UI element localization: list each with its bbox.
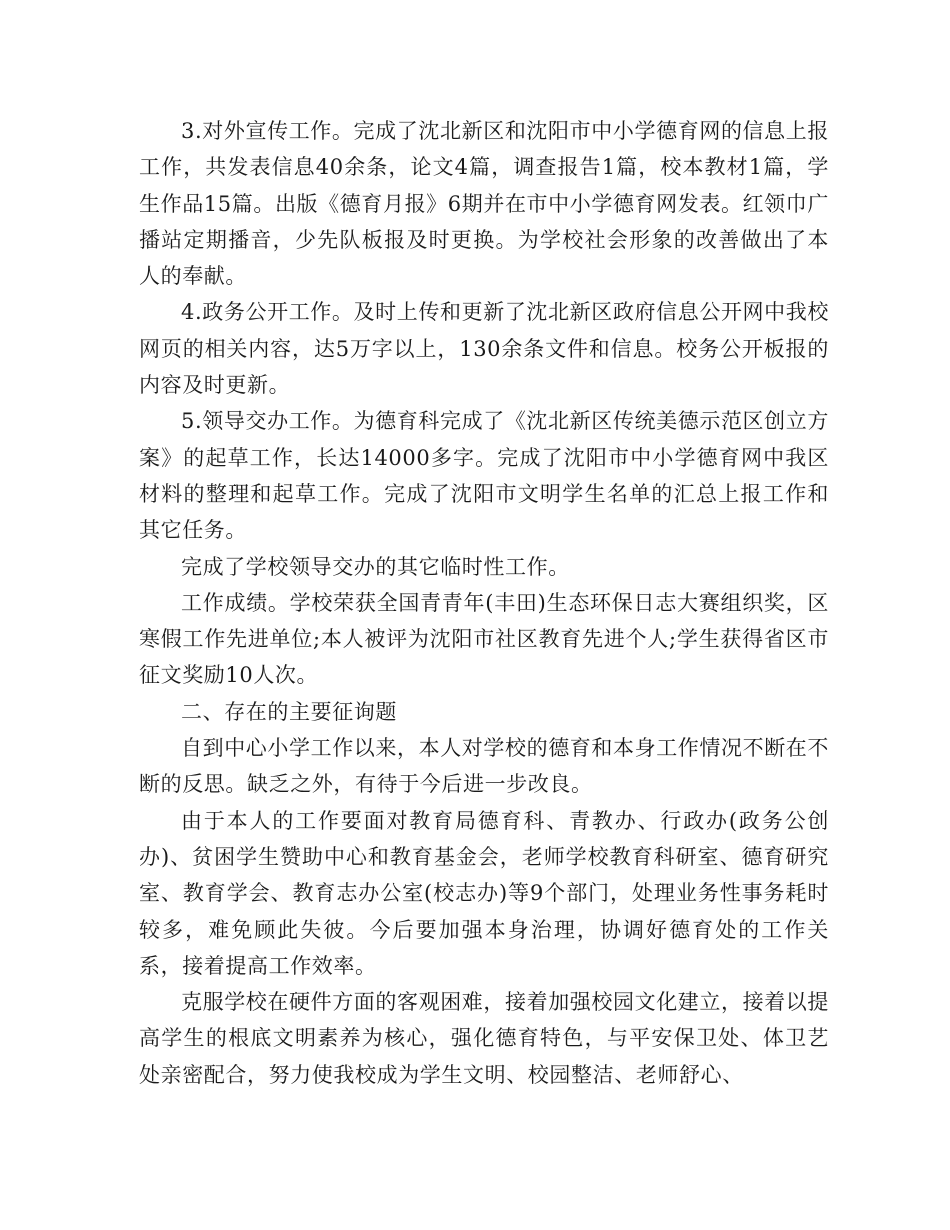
paragraph-publicity-work: 3.对外宣传工作。完成了沈北新区和沈阳市中小学德育网的信息上报工作，共发表信息40余条，论文4篇，调查报告1篇，校本教材1篇，学生作品15篇。出版《德育月报》6期并在市中小学德育网发表。红领巾广播站定期播音，少先队板报及时更换。为学校社会形象的改善做出了本人的奉献。	[139, 119, 829, 289]
paragraph-temporary-work: 完成了学校领导交办的其它临时性工作。	[181, 554, 570, 579]
document-body	[139, 113, 829, 1093]
paragraph-achievements: 工作成绩。学校荣获全国青青年(丰田)生态环保日志大赛组织奖，区寒假工作先进单位;本人被评为沈阳市社区教育先进个人;学生获得省区市征文奖励10人次。	[139, 590, 829, 688]
paragraph-government-affairs: 4.政务公开工作。及时上传和更新了沈北新区政府信息公开网中我校网页的相关内容，达5万字以上，130余条文件和信息。校务公开板报的内容及时更新。	[139, 300, 829, 398]
section-heading-problems: 二、存在的主要征询题	[181, 699, 397, 724]
paragraph-departments: 由于本人的工作要面对教育局德育科、青教办、行政办(政务公创办)、贫困学生赞助中心和教育基金会，老师学校教育科研室、德育研究室、教育学会、教育志办公室(校志办)等9个部门，处理业务性事务耗时较多，难免顾此失彼。今后要加强本身治理，协调好德育处的工作关系，接着提高工作效率。	[139, 808, 829, 978]
paragraph-reflection: 自到中心小学工作以来，本人对学校的德育和本身工作情况不断在不断的反思。缺乏之外，有待于今后进一步改良。	[139, 736, 829, 797]
paragraph-campus-culture: 克服学校在硬件方面的客观困难，接着加强校园文化建立，接着以提高学生的根底文明素养为核心，强化德育特色，与平安保卫处、体卫艺处亲密配合，努力使我校成为学生文明、校园整洁、老师舒心、	[139, 990, 829, 1087]
paragraph-leadership-tasks: 5.领导交办工作。为德育科完成了《沈北新区传统美德示范区创立方案》的起草工作，长达14000多字。完成了沈阳市中小学德育网中我区材料的整理和起草工作。完成了沈阳市文明学生名单的汇总上报工作和其它任务。	[139, 409, 829, 543]
